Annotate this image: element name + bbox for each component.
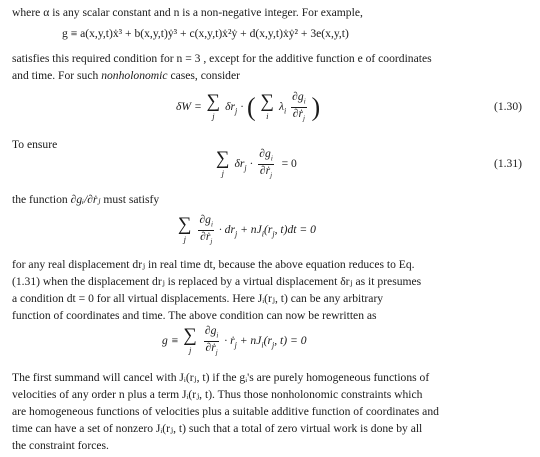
left-paren: ( [246,92,256,122]
eq-term: + nJ [236,334,262,347]
lambda-symbol: λ [278,100,285,113]
text-line: where α is any scalar constant and n is a non-negative integer. For example, [12,6,363,19]
eq-rhs: = 0 [281,157,297,170]
text-line: satisfies this required condition for n = 3 , except for the additive function e of coordinates [12,52,432,65]
text-line: The first summand will cancel with Jᵢ(rⱼ, t) if the gᵢ's are purely homogeneous functions of [12,371,430,384]
equation-rewritten: g ≡ ∑ j $\frac{\partial g_i}{\partial ṙ_j}$ · ṙ$_j$ + $nJ_i(r_j$, t) = 0 [162,323,307,357]
equation-number: (1.31) [493,157,522,170]
text-line: function of coordinates and time. The above condition can now be rewritten as [12,309,377,322]
sum-symbol: ∑ j [183,325,197,356]
sum-symbol: ∑ j [216,148,230,179]
text-fragment: must satisfy [100,193,160,206]
text-line: are homogeneous functions of velocities plus a suitable additive function of coordinates and [12,405,439,418]
text-line: the constraint forces. [12,439,109,452]
dot-operator: · [249,157,254,170]
text-fragment: the function [12,193,71,206]
fraction: $\frac{\partial g_i}{\partial ṙ_j}$ [204,323,219,357]
dot-operator: · [240,100,245,113]
inline-math: ∂gᵢ/∂ṙⱼ [70,193,101,206]
fraction: $\frac{\partial g_i}{\partial ṙ_j}$ [259,146,273,180]
text-line: velocities of any order n plus a term Jᵢ(rⱼ, t). Thus those nonholonomic constraints which [12,388,423,401]
text-line: (1.31) when the displacement drⱼ is replaced by a virtual displacement δrⱼ as it presumes [12,275,422,288]
equation-example: g ≡ a(x,y,t)ẋ³ + b(x,y,t)ẏ³ + c(x,y,t)ẋ²ẏ + d(x,y,t)ẋẏ² + 3e(x,y,t) [62,27,349,40]
eq-term: + nJ [237,223,262,236]
eq-term: δr [225,100,236,113]
emphasized-term: nonholonomic [101,69,168,82]
sum-symbol: ∑ j [206,91,221,122]
eq-term: · ṙ [224,334,235,347]
text-fragment: cases, consider [167,69,240,82]
equation-number: (1.30) [493,100,522,113]
eq-term: (r [264,223,273,236]
text-fragment: and time. For such [12,69,102,82]
text-line: To ensure [12,138,58,151]
eq-term: (r [263,334,272,347]
text-line [12,69,240,83]
eq-lhs: δW = [176,100,205,113]
eq-lhs: g ≡ [162,334,182,347]
fraction: $\frac{\partial g_i}{\partial ṙ_j}$ [292,89,306,123]
equation-displacement: ∑ j $\frac{\partial g_i}{\partial ṙ_j}$ · $dr_j + nJ_i(r_j$, t)dt = 0 [178,212,316,246]
equation-1-31: ∑ j $\delta r_j$ · $\frac{\partial g_i}{\partial ṙ_j}$ = 0 [216,146,297,180]
right-paren: ) [311,92,321,122]
fraction: $\frac{\partial g_i}{\partial ṙ_j}$ [199,212,213,246]
sum-symbol: ∑ j [178,214,192,245]
eq-term: , t)dt = 0 [274,223,316,236]
text-line: time can have a set of nonzero Jᵢ(rⱼ, t) such that a total of zero virtual work is done by all [12,422,423,435]
text-line: a condition dt = 0 for all virtual displacements. Here Jᵢ(rⱼ, t) can be any arbitrary [12,292,384,305]
text-line [12,193,159,207]
equation-1-30: δW = ∑ j $\delta r_j$ · ( ∑ i $\lambda_i$ $\frac{\partial g_i}{\partial ṙ_j}$ ) [176,89,321,123]
eq-term: δr [234,157,245,170]
eq-term: , t) = 0 [274,334,307,347]
text-line: for any real displacement drⱼ in real time dt, because the above equation reduces to Eq. [12,258,415,271]
eq-term: · dr [218,223,235,236]
sum-symbol: ∑ i [260,91,275,122]
